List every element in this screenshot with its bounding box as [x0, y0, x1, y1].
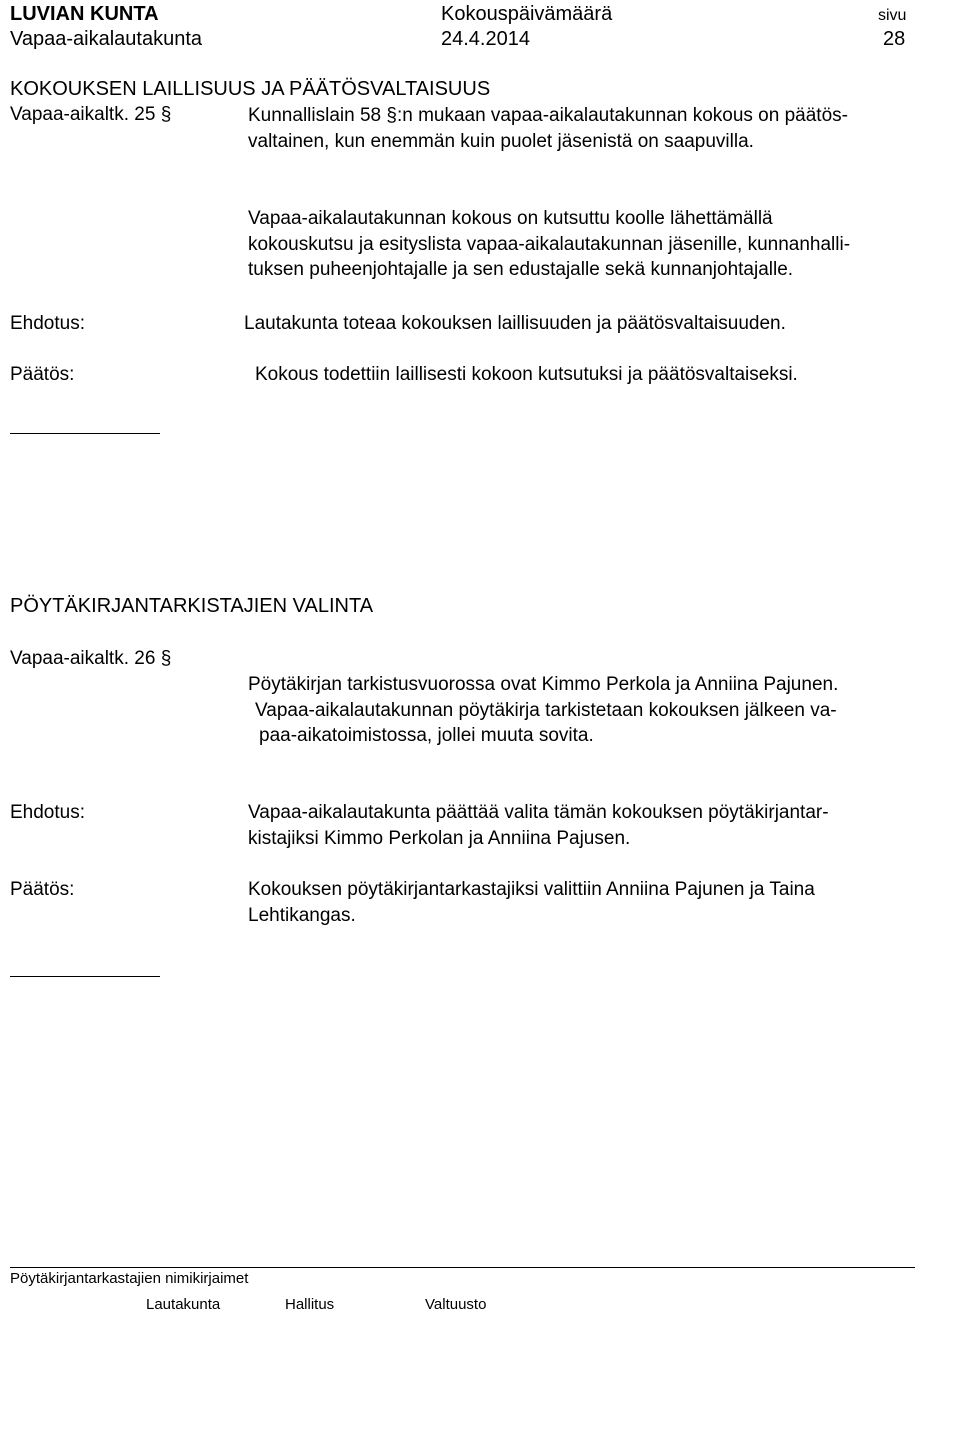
initials-label: Pöytäkirjantarkastajien nimikirjaimet	[10, 1270, 249, 1287]
text-line: Kunnallislain 58 §:n mukaan vapaa-aikalautakunnan kokous on päätös-	[248, 105, 848, 126]
proposal-text: Lautakunta toteaa kokouksen laillisuuden ja päätösvaltaisuuden.	[244, 313, 786, 334]
text-line: kokouskutsu ja esityslista vapaa-aikalautakunnan jäsenille, kunnanhalli-	[248, 233, 851, 255]
initials-box-valtuusto: Valtuusto	[425, 1296, 487, 1313]
text-line: Kokouksen pöytäkirjantarkastajiksi valittiin Anniina Pajunen ja Taina	[248, 879, 815, 900]
text-line: Lehtikangas.	[248, 904, 356, 926]
text-line: valtainen, kun enemmän kuin puolet jäsenistä on saapuvilla.	[248, 130, 754, 152]
initials-box-lautakunta: Lautakunta	[146, 1296, 221, 1313]
text-line: paa-aikatoimistossa, jollei muuta sovita.	[259, 725, 594, 746]
text-line: Vapaa-aikalautakunnan pöytäkirja tarkistetaan kokouksen jälkeen va-	[255, 699, 837, 721]
date-label: Kokouspäivämäärä	[441, 3, 613, 25]
section-ref-text: Vapaa-aikaltk. 26	[10, 648, 156, 669]
text-line: Pöytäkirjan tarkistusvuorossa ovat Kimmo Perkola ja Anniina Pajunen.	[248, 674, 839, 695]
page-label: sivu	[878, 7, 907, 24]
section-title: PÖYTÄKIRJANTARKISTAJIEN VALINTA	[10, 595, 374, 617]
section-ref-text: Vapaa-aikaltk. 25	[10, 104, 156, 125]
initials-box-hallitus: Hallitus	[285, 1296, 335, 1313]
text-line: tuksen puheenjohtajalle ja sen edustajalle sekä kunnanjohtajalle.	[248, 259, 794, 280]
inspectors-text	[248, 672, 838, 749]
section-title: KOKOUKSEN LAILLISUUS JA PÄÄTÖSVALTAISUUS	[10, 78, 491, 100]
text-line: Vapaa-aikalautakunta päättää valita tämän kokouksen pöytäkirjantar-	[248, 802, 829, 823]
meeting-date: 24.4.2014	[441, 28, 530, 50]
legal-basis-text	[248, 103, 848, 154]
proposal-label: Ehdotus:	[10, 802, 85, 823]
decision-text	[248, 877, 815, 928]
section-mark: §	[160, 104, 172, 125]
text-line: Vapaa-aikalautakunnan kokous on kutsuttu koolle lähettämällä	[248, 208, 773, 229]
invitation-text	[248, 206, 850, 283]
organization-name: LUVIAN KUNTA	[10, 3, 159, 25]
decision-label: Päätös:	[10, 879, 75, 900]
section-end-rule	[10, 433, 160, 434]
section-mark: §	[160, 648, 172, 669]
footer-rule	[10, 1267, 915, 1268]
text-line: kistajiksi Kimmo Perkolan ja Anniina Pajusen.	[248, 827, 631, 849]
section-reference	[10, 647, 171, 671]
page-number: 28	[883, 28, 906, 50]
section-reference	[10, 103, 171, 127]
proposal-label: Ehdotus:	[10, 313, 85, 334]
decision-text: Kokous todettiin laillisesti kokoon kutsutuksi ja päätösvaltaiseksi.	[255, 364, 798, 385]
committee-name: Vapaa-aikalautakunta	[10, 28, 202, 50]
decision-label: Päätös:	[10, 364, 75, 385]
proposal-text	[248, 800, 829, 851]
section-end-rule	[10, 976, 160, 977]
